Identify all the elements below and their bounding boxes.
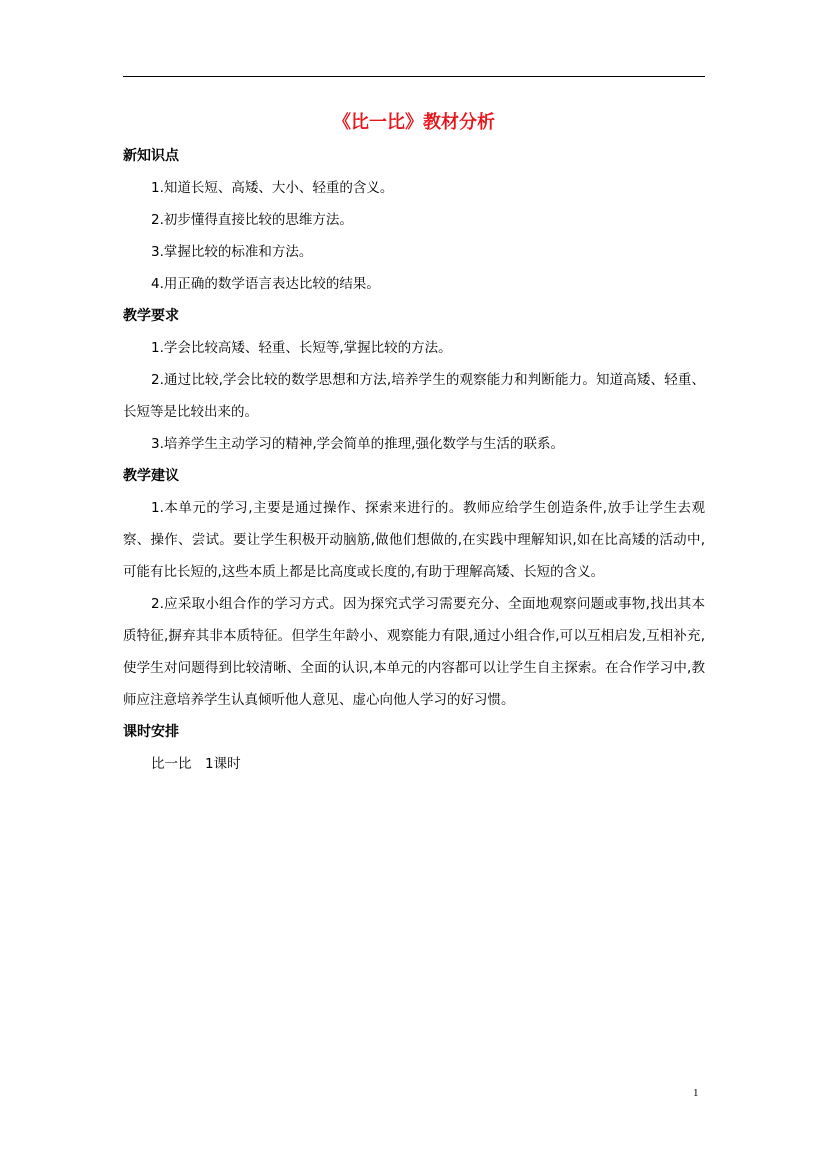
section-teaching-suggestions — [123, 460, 705, 716]
document-body — [123, 108, 705, 780]
list-item: 2.初步懂得直接比较的思维方法。 — [151, 212, 353, 228]
list-item: 4.用正确的数学语言表达比较的结果。 — [151, 276, 380, 292]
list-item: 1.学会比较高矮、轻重、长短等,掌握比较的方法。 — [151, 340, 452, 356]
list-item: 2.通过比较,学会比较的数学思想和方法,培养学生的观察能力和判断能力。知道高矮、轻重、长短等是比较出来的。 — [123, 372, 705, 420]
list-item: 2.应采取小组合作的学习方式。因为探究式学习需要充分、全面地观察问题或事物,找出其本质特征,摒弃其非本质特征。但学生年龄小、观察能力有限,通过小组合作,可以互相启发,互相补充,使学生对问题得到比较清晰、全面的认识,本单元的内容都可以让学生自主探索。在合作学习中,教师应注意培养学生认真倾听他人意见、虚心向他人学习的好习惯。 — [123, 596, 705, 708]
list-item: 比一比 1课时 — [151, 756, 241, 772]
document-title: 《比一比》教材分析 — [333, 112, 495, 133]
section-heading: 教学要求 — [123, 308, 179, 324]
section-teaching-requirements — [123, 300, 705, 460]
section-new-knowledge — [123, 140, 705, 300]
section-heading: 新知识点 — [123, 148, 179, 164]
list-item: 3.掌握比较的标准和方法。 — [151, 244, 313, 260]
section-heading: 课时安排 — [123, 724, 179, 740]
header-rule — [123, 76, 705, 77]
page-number: 1 — [693, 1087, 699, 1099]
list-item: 1.知道长短、高矮、大小、轻重的含义。 — [151, 180, 394, 196]
list-item: 3.培养学生主动学习的精神,学会简单的推理,强化数学与生活的联系。 — [151, 436, 564, 452]
section-class-schedule — [123, 716, 705, 780]
list-item: 1.本单元的学习,主要是通过操作、探索来进行的。教师应给学生创造条件,放手让学生去观察、操作、尝试。要让学生积极开动脑筋,做他们想做的,在实践中理解知识,如在比高矮的活动中,可能有比长短的,这些本质上都是比高度或长度的,有助于理解高矮、长短的含义。 — [123, 500, 705, 580]
section-heading: 教学建议 — [123, 468, 179, 484]
